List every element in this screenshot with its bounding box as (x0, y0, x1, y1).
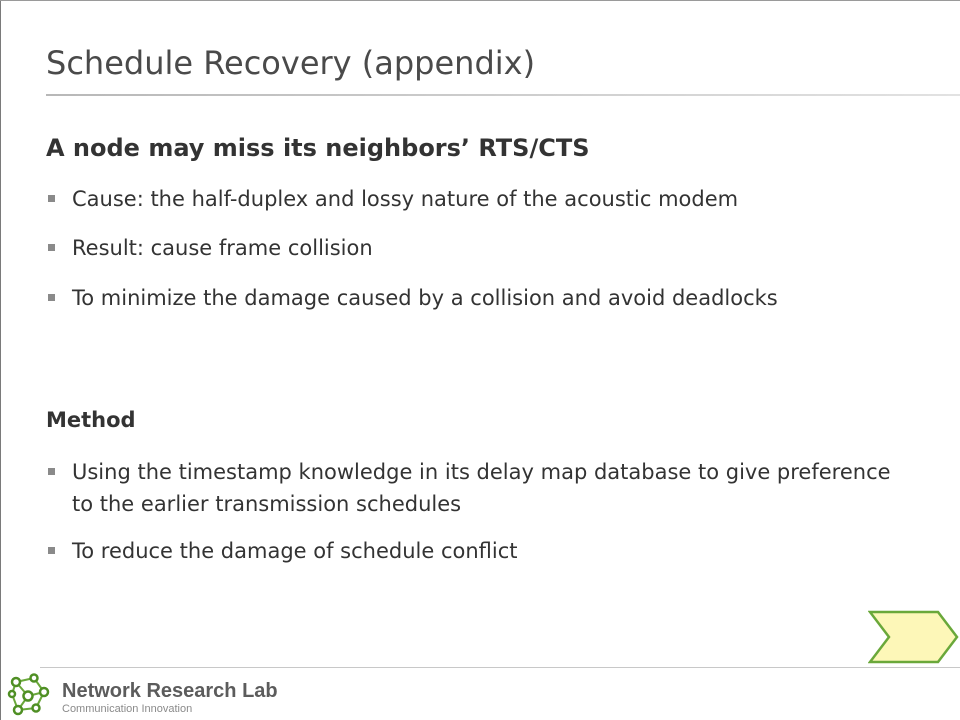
bullet-text: Using the timestamp knowledge in its delay map database to give preference to the earlier transmission schedules (72, 460, 891, 516)
section-heading: A node may miss its neighbors’ RTS/CTS (46, 134, 590, 162)
slide-border-left (0, 0, 1, 720)
bullet-square-icon (48, 294, 55, 301)
network-logo-icon (6, 672, 52, 718)
lab-tagline: Communication Innovation (62, 703, 193, 715)
bullet-text: Cause: the half-duplex and lossy nature of the acoustic modem (72, 187, 739, 211)
bullet-item (48, 183, 928, 215)
slide-border-top (0, 0, 960, 1)
bullet-item (48, 282, 848, 314)
lab-name: Network Research Lab (62, 680, 278, 702)
bullet-text: To minimize the damage caused by a collision and avoid deadlocks (72, 286, 778, 310)
next-slide-button[interactable] (868, 610, 960, 664)
method-heading: Method (46, 408, 136, 432)
bullet-item (48, 232, 928, 264)
bullet-square-icon (48, 547, 55, 554)
title-divider (46, 94, 960, 96)
bullet-item (48, 456, 908, 520)
footer-divider (40, 667, 960, 668)
chevron-right-icon (868, 610, 960, 664)
bullet-square-icon (48, 244, 55, 251)
bullet-text: Result: cause frame collision (72, 236, 373, 260)
slide-title: Schedule Recovery (appendix) (46, 44, 536, 82)
bullet-text: To reduce the damage of schedule conflict (72, 539, 518, 563)
bullet-item (48, 535, 928, 567)
bullet-square-icon (48, 468, 55, 475)
bullet-square-icon (48, 195, 55, 202)
